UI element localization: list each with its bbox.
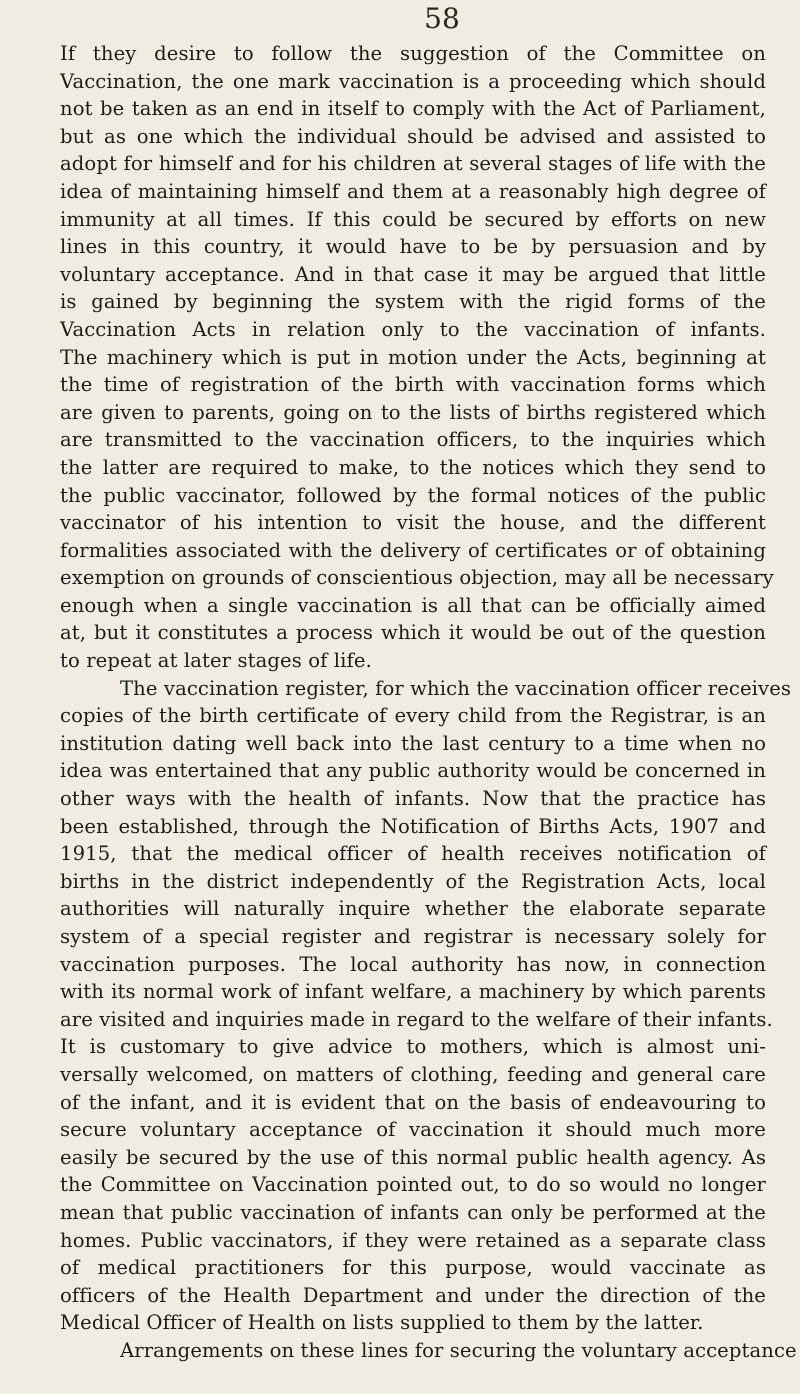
text-line: to repeat at later stages of life. [60, 649, 372, 673]
text-line: the latter are required to make, to the notices which they send to [60, 455, 766, 479]
text-line: the public vaccinator, followed by the formal notices of the public [60, 483, 766, 507]
text-line: with its normal work of infant welfare, a machinery by which parents [60, 980, 766, 1004]
paragraph-3 [60, 1337, 797, 1365]
text-line: secure voluntary acceptance of vaccination it should much more [60, 1118, 766, 1142]
text-line: formalities associated with the delivery of certificates or of obtaining [60, 538, 766, 562]
text-line: Medical Officer of Health on lists supplied to them by the latter. [60, 1311, 704, 1335]
text-line: idea of maintaining himself and them at a reasonably high degree of [60, 179, 766, 203]
text-line: are visited and inquiries made in regard to the welfare of their infants. [60, 1007, 773, 1031]
text-line: mean that public vaccination of infants can only be performed at the [60, 1200, 766, 1224]
text-line: been established, through the Notification of Births Acts, 1907 and [60, 814, 766, 838]
text-line: is gained by beginning the system with the rigid forms of the [60, 290, 766, 314]
text-line: If they desire to follow the suggestion of the Committee on [60, 42, 766, 65]
text-line: The machinery which is put in motion under the Acts, beginning at [60, 345, 766, 369]
text-line: adopt for himself and for his children at several stages of life with the [60, 152, 766, 176]
text-line: of medical practitioners for this purpose, would vaccinate as [60, 1256, 766, 1280]
text-line: homes. Public vaccinators, if they were retained as a separate class [60, 1228, 766, 1252]
text-line: lines in this country, it would have to be by persuasion and by [60, 235, 766, 259]
text-line: 1915, that the medical officer of health receives notification of [60, 842, 766, 866]
text-line: but as one which the individual should be advised and assisted to [60, 124, 766, 148]
text-line: vaccination purposes. The local authority has now, in connection [60, 952, 766, 976]
text-line: are transmitted to the vaccination officers, to the inquiries which [60, 428, 766, 452]
text-line: Vaccination, the one mark vaccination is a proceeding which should [60, 69, 766, 93]
text-line: vaccinator of his intention to visit the house, and the different [60, 511, 766, 535]
text-line: the Committee on Vaccination pointed out, to do so would no longer [60, 1173, 766, 1197]
page-number: 58 [424, 2, 460, 35]
text-line: the time of registration of the birth with vaccination forms which [60, 373, 766, 397]
paragraph-1 [60, 40, 774, 675]
text-line: It is customary to give advice to mothers, which is almost uni- [60, 1035, 766, 1059]
text-line: at, but it constitutes a process which it would be out of the question [60, 621, 766, 645]
text-line: other ways with the health of infants. Now that the practice has [60, 787, 766, 811]
text-line: authorities will naturally inquire whether the elaborate separate [60, 897, 766, 921]
text-line: Vaccination Acts in relation only to the vaccination of infants. [60, 317, 766, 341]
text-line: voluntary acceptance. And in that case it may be argued that little [60, 262, 766, 286]
text-line: system of a special register and registrar is necessary solely for [60, 925, 766, 948]
text-line: immunity at all times. If this could be secured by efforts on new [60, 207, 766, 231]
text-line: Arrangements on these lines for securing the voluntary acceptance [120, 1338, 797, 1362]
text-line: exemption on grounds of conscientious objection, may all be necessary [60, 566, 774, 590]
text-line: copies of the birth certificate of every child from the Registrar, is an [60, 704, 766, 728]
text-line: institution dating well back into the last century to a time when no [60, 731, 766, 755]
text-line: births in the district independently of the Registration Acts, local [60, 869, 766, 893]
text-line: are given to parents, going on to the lists of births registered which [60, 400, 766, 424]
text-line: idea was entertained that any public authority would be concerned in [60, 759, 766, 783]
text-line: officers of the Health Department and under the direction of the [60, 1283, 766, 1307]
text-line: of the infant, and it is evident that on the basis of endeavouring to [60, 1090, 766, 1114]
body-text [60, 40, 797, 1365]
text-line: The vaccination register, for which the vaccination officer receives [120, 676, 792, 700]
text-line: versally welcomed, on matters of clothing, feeding and general care [60, 1062, 766, 1086]
paragraph-2 [60, 675, 792, 1337]
text-line: not be taken as an end in itself to comply with the Act of Parliament, [60, 97, 766, 121]
text-line: easily be secured by the use of this normal public health agency. As [60, 1145, 766, 1169]
text-line: enough when a single vaccination is all that can be officially aimed [60, 593, 766, 617]
